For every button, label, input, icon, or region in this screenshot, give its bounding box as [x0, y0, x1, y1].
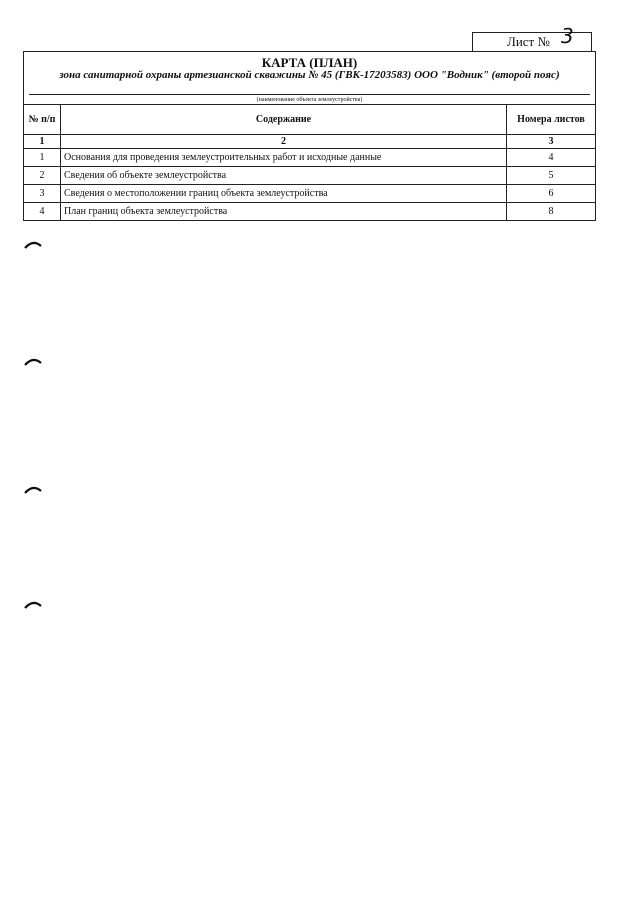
header-content: Содержание — [61, 105, 507, 135]
row-content: Сведения о местоположении границ объекта землеустройства — [61, 185, 507, 203]
header-num: № п/п — [24, 105, 61, 135]
table-row — [24, 203, 596, 221]
punch-hole-mark — [23, 599, 43, 609]
row-content: Сведения об объекте землеустройства — [61, 167, 507, 185]
row-num: 1 — [24, 149, 61, 167]
sheet-number: 3 — [561, 24, 574, 48]
row-num: 2 — [24, 167, 61, 185]
row-content: Основания для проведения землеустроительных работ и исходные данные — [61, 149, 507, 167]
row-pages: 6 — [507, 185, 596, 203]
index-num: 1 — [24, 135, 61, 149]
row-pages: 5 — [507, 167, 596, 185]
row-num: 3 — [24, 185, 61, 203]
title-rule — [29, 94, 590, 95]
table-index-row — [24, 135, 596, 149]
document-frame — [23, 51, 596, 221]
table-row — [24, 185, 596, 203]
sheet-label: Лист № — [507, 34, 550, 49]
row-pages: 4 — [507, 149, 596, 167]
index-content: 2 — [61, 135, 507, 149]
table-row — [24, 167, 596, 185]
row-pages: 8 — [507, 203, 596, 221]
row-num: 4 — [24, 203, 61, 221]
row-content: План границ объекта землеустройства — [61, 203, 507, 221]
document-subtitle: зона санитарной охраны артезианской скважины № 45 (ГВК-17203583) ООО "Водник" (второй пояс) — [59, 69, 560, 81]
table-header-row — [24, 105, 596, 135]
document-title: КАРТА (ПЛАН) — [261, 55, 358, 70]
index-pages: 3 — [507, 135, 596, 149]
punch-hole-mark — [23, 356, 43, 366]
sheet-number-box — [472, 24, 592, 52]
punch-hole-mark — [23, 239, 43, 249]
punch-hole-mark — [23, 484, 43, 494]
table-row — [24, 149, 596, 167]
contents-table — [23, 104, 596, 221]
header-pages: Номера листов — [507, 105, 596, 135]
document-caption: (наименование объекта землеустройства) — [256, 97, 363, 103]
